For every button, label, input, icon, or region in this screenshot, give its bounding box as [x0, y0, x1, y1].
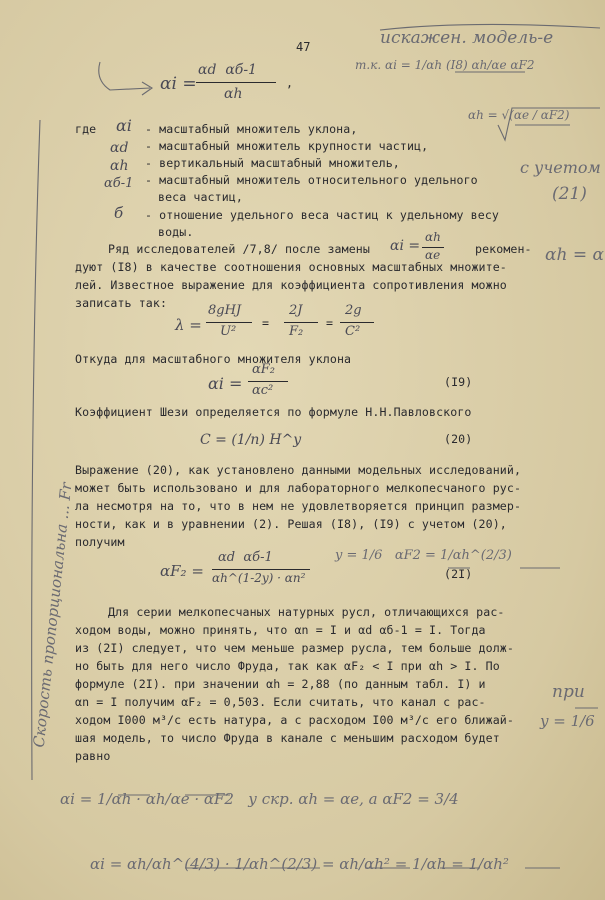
- def-text-4: - масштабный множитель относительного удельного: [145, 173, 478, 187]
- formula21-num: αd αб-1: [218, 550, 273, 565]
- para3-line-5: формуле (2I). при значении αh = 2,88 (по данным табл. I) и: [75, 677, 486, 691]
- para3-line-7: ходом I000 м³/с есть натура, а с расходом I00 м³/с его ближай-: [75, 713, 514, 727]
- lambda-lhs: λ =: [175, 316, 202, 334]
- lambda-num1: 8gHJ: [208, 303, 242, 318]
- line-shezi: Коэффициент Шези определяется по формуле Н.Н.Павловского: [75, 405, 472, 419]
- para1-formula-num: αh: [425, 230, 441, 244]
- def-text-5: веса частиц,: [158, 190, 243, 204]
- def-symbol-1: αi: [116, 116, 132, 135]
- formula21-label: (2I): [444, 567, 473, 581]
- def-symbol-6: б: [114, 204, 124, 222]
- margin-arrow-line: [99, 62, 150, 90]
- lambda-bar1: [206, 322, 252, 323]
- formula21-den: αh^(1-2y) · αn²: [212, 571, 306, 585]
- para2-line-4: ности, как и в уравнении (2). Решая (I8), (I9) с учетом (20),: [75, 517, 507, 531]
- def-text-1: - масштабный множитель уклона,: [145, 122, 358, 136]
- para1-line-1: Ряд исследователей /7,8/ после замены: [108, 242, 370, 256]
- para3-line-4: но быть для него число Фруда, так как αF₂ < I при αh > I. По: [75, 659, 500, 673]
- note-bottom-2: αi = αh/αh^(4/3) · 1/αh^(2/3) = αh/αh² = 1/αh = 1/αh²: [90, 855, 509, 873]
- note-right-pri: при: [552, 682, 585, 702]
- para1-line-3: лей. Известное выражение для коэффициента сопротивления можно: [75, 278, 507, 292]
- formula-top-numerator: αd αб-1: [198, 62, 257, 78]
- lambda-den2: F₂: [289, 324, 304, 339]
- note-right-y: y = 1/6: [540, 712, 595, 730]
- para1-formula-lhs: αi =: [390, 238, 421, 254]
- note-right-edge: αh = α: [545, 245, 604, 265]
- def-symbol-3: αh: [110, 158, 129, 174]
- note-top-right-1: искажен. модель-е: [380, 28, 554, 48]
- lambda-eq2: =: [326, 316, 334, 330]
- def-text-3: - вертикальный масштабный множитель,: [145, 156, 400, 170]
- formula20-label: (20): [444, 432, 473, 446]
- lambda-bar2: [284, 322, 318, 323]
- formula-top-denominator: αh: [224, 86, 243, 102]
- note-right-with: с учетом: [520, 158, 601, 177]
- para3-line-1: Для серии мелкопесчаных натурных русл, отличающихся рас-: [108, 605, 505, 619]
- formula19-lhs: αi =: [208, 374, 243, 393]
- para3-line-3: из (2I) следует, что чем меньше размер русла, тем больше долж-: [75, 641, 514, 655]
- formula19-label: (I9): [444, 375, 473, 389]
- para2-line-3: ла несмотря на то, что в нем не удовлетворяется принцип размер-: [75, 499, 522, 513]
- lambda-den3: C²: [345, 324, 361, 339]
- lambda-num3: 2g: [345, 303, 362, 318]
- para2-line-2: может быть использовано и для лабораторного мелкопесчаного рус-: [75, 481, 522, 495]
- lambda-num2: 2J: [289, 303, 303, 318]
- formula-top-comma: ,: [286, 76, 294, 90]
- formula21-lhs: αF₂ =: [160, 562, 204, 580]
- note-bottom-1: αi = 1/αh · αh/αe · αF2 у скр. αh = αe, а αF2 = 3/4: [60, 790, 459, 808]
- para2-line-1: Выражение (20), как установлено данными модельных исследований,: [75, 463, 522, 477]
- def-text-6: - отношение удельного веса частиц к удельному весу: [145, 208, 500, 222]
- def-symbol-2: αd: [110, 140, 129, 156]
- para2-line-5: получим: [75, 535, 125, 549]
- formula19-bar: [248, 381, 288, 382]
- formula-top-lhs: αi =: [160, 74, 197, 94]
- lambda-den1: U²: [220, 324, 237, 339]
- def-text-7: воды.: [158, 225, 194, 239]
- lambda-eq1: =: [262, 316, 270, 330]
- formula20: C = (1/n) H^y: [200, 432, 302, 448]
- para1-formula-den: αe: [425, 248, 441, 262]
- formula19-num: αF₂: [252, 362, 276, 377]
- note-top-right-2: т.к. αi = 1/αh (I8) αh/αe αF2: [355, 58, 535, 72]
- def-text-2: - масштабный множитель крупности частиц,: [145, 139, 429, 153]
- def-symbol-4: αб-1: [104, 176, 134, 191]
- para1-line-1b: рекомен-: [475, 242, 532, 256]
- para1-line-2: дуют (I8) в качестве соотношения основных масштабных множите-: [75, 260, 507, 274]
- formula21-bar: [212, 569, 310, 570]
- note-left-vertical: Скорость пропорциональна ... Fr: [29, 481, 76, 749]
- note-formula21: y = 1/6 αF2 = 1/αh^(2/3): [335, 548, 512, 563]
- page-number: 47: [296, 40, 311, 54]
- line-otkuda: Откуда для масштабного множителя уклона: [75, 352, 352, 366]
- note-right-sqrt: αh = √(αe / αF2): [468, 108, 570, 122]
- note-right-21: (21): [552, 184, 587, 204]
- para1-line-4: записать так:: [75, 296, 168, 310]
- formula-top-bar: [196, 82, 276, 83]
- para3-line-2: ходом воды, можно принять, что αn = I и αd αб-1 = I. Тогда: [75, 623, 486, 637]
- lambda-bar3: [340, 322, 374, 323]
- formula19-den: αc²: [252, 383, 274, 398]
- para3-line-6: αn = I получим αF₂ = 0,503. Если считать, что канал с рас-: [75, 695, 486, 709]
- where-word: где: [75, 122, 97, 136]
- para3-line-9: равно: [75, 749, 111, 763]
- para3-line-8: шая модель, то число Фруда в канале с меньшим расходом будет: [75, 731, 500, 745]
